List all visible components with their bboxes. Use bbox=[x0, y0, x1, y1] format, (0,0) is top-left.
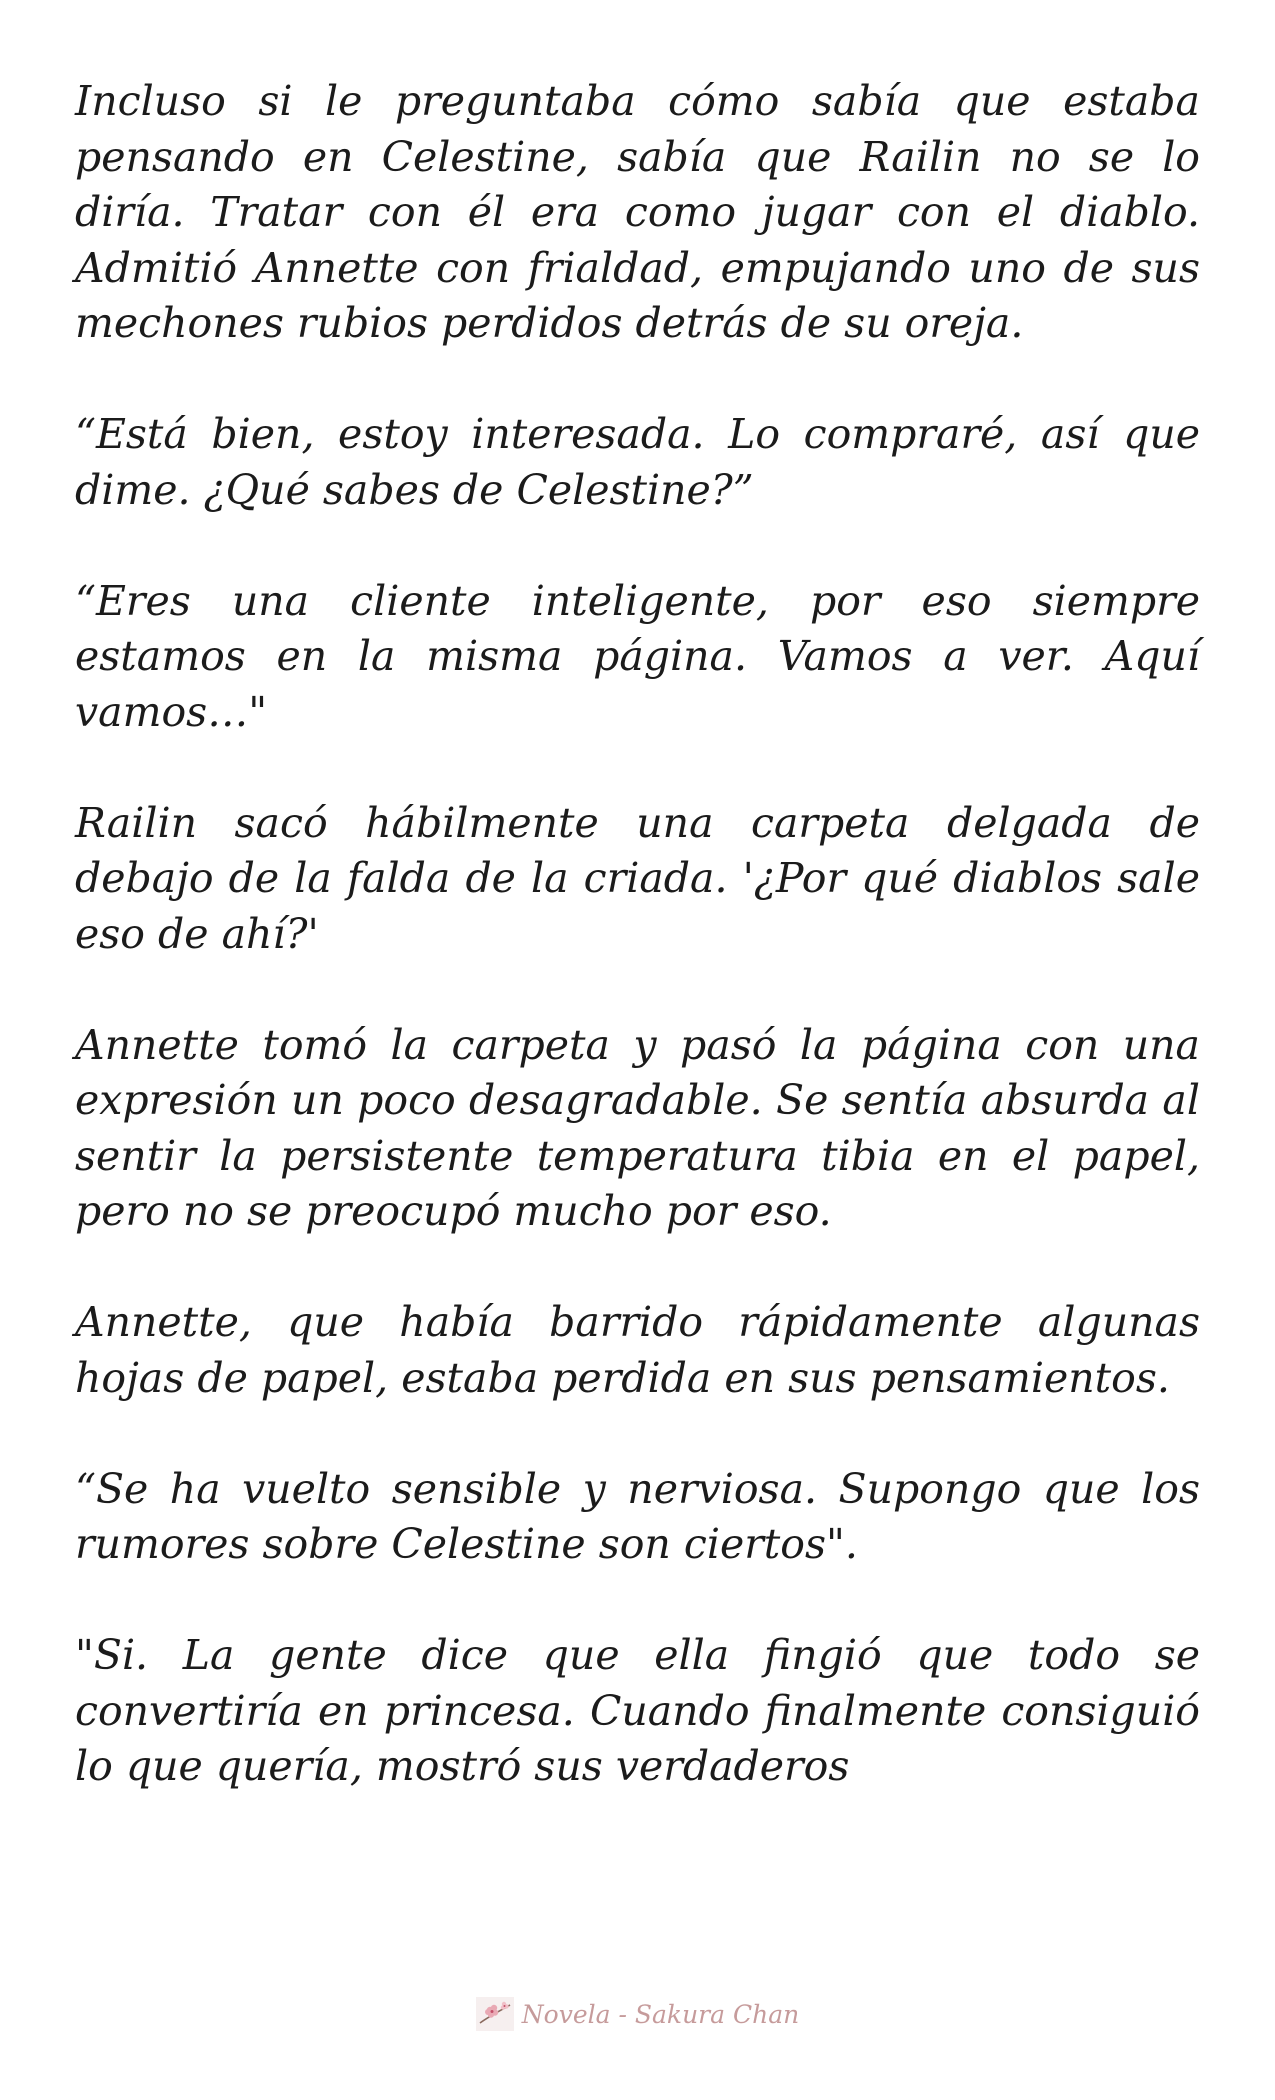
paragraph-2: “Está bien, estoy interesada. Lo compraré, así que dime. ¿Qué sabes de Celestine?” bbox=[75, 410, 1200, 514]
paragraph-5: Annette tomó la carpeta y pasó la página con una expresión un poco desagradable. Se sentía absurda al sentir la persistente temperatura tibia en el papel, pero no se preocupó mucho por eso. bbox=[75, 1020, 1200, 1235]
paragraph-7: “Se ha vuelto sensible y nerviosa. Supongo que los rumores sobre Celestine son ciertos". bbox=[75, 1464, 1200, 1568]
document-body bbox=[75, 74, 1200, 1795]
paragraph-8: "Si. La gente dice que ella fingió que todo se convertiría en princesa. Cuando finalmente consiguió lo que quería, mostró sus verdaderos bbox=[75, 1631, 1200, 1790]
paragraph-4: Railin sacó hábilmente una carpeta delgada de debajo de la falda de la criada. '¿Por qué diablos sale eso de ahí?' bbox=[75, 798, 1200, 958]
paragraph-3: “Eres una cliente inteligente, por eso siempre estamos en la misma página. Vamos a ver. Aquí vamos…" bbox=[75, 576, 1200, 736]
paragraph-6: Annette, que había barrido rápidamente algunas hojas de papel, estaba perdida en sus pensamientos. bbox=[75, 1298, 1200, 1402]
sakura-blossom-icon bbox=[476, 1997, 514, 2031]
paragraph-1: Incluso si le preguntaba cómo sabía que estaba pensando en Celestine, sabía que Railin no se lo diría. Tratar con él era como jugar con el diablo. Admitió Annette con frialdad, empujando uno de sus mechones rubios perdidos detrás de su oreja. bbox=[75, 77, 1200, 347]
watermark-text: Novela - Sakura Chan bbox=[521, 1999, 800, 2029]
watermark bbox=[0, 1994, 1275, 2034]
